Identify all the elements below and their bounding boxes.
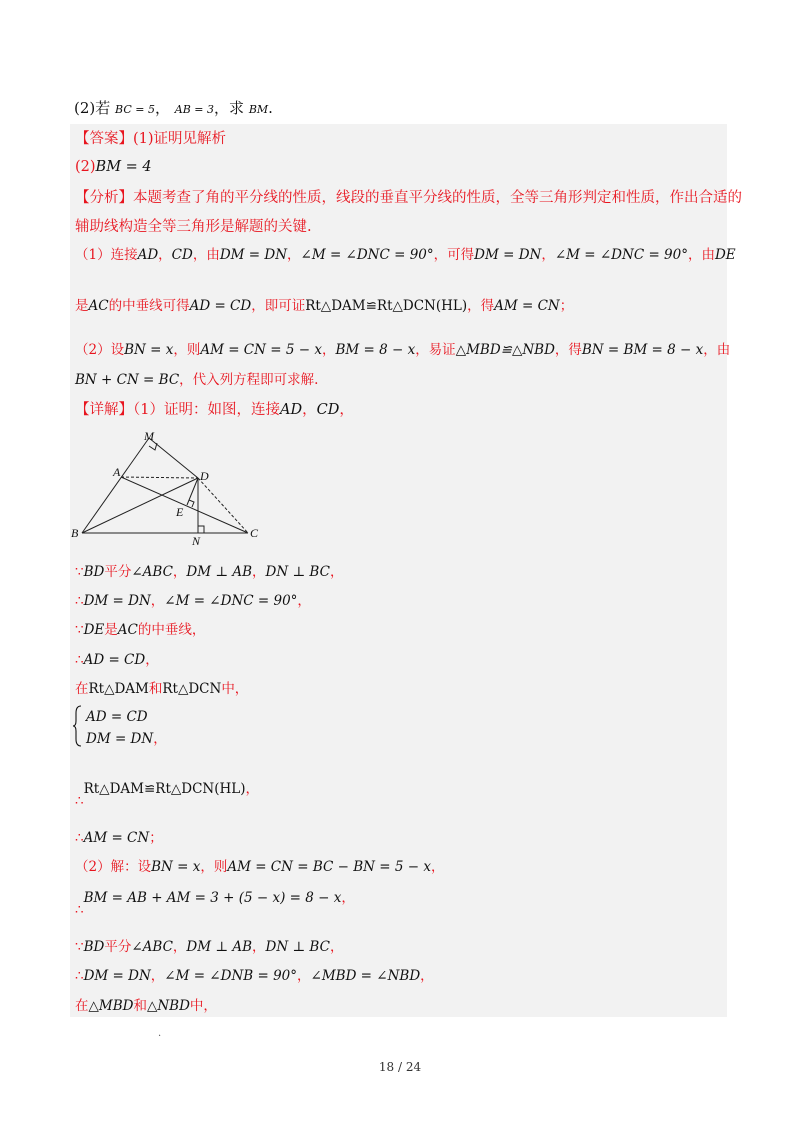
math: DM = DN — [86, 731, 154, 747]
label-A: A — [113, 465, 121, 479]
text: ， — [252, 564, 266, 580]
text: 和 — [148, 681, 163, 697]
detail-line-1 — [75, 400, 354, 420]
math: Rt△DCN — [162, 681, 222, 697]
math: CD — [171, 247, 193, 263]
math: DN ⊥ BC — [265, 939, 330, 955]
math: AD = CD — [189, 298, 252, 314]
math: DM ⊥ AB — [186, 939, 253, 955]
analysis-line-3 — [75, 245, 736, 265]
detail-step-4 — [75, 650, 159, 670]
text: （1）连接 — [75, 247, 138, 263]
text: ，由 — [687, 247, 715, 263]
math: DM = DN — [83, 593, 151, 609]
text: ； — [559, 298, 574, 314]
math: AC — [88, 298, 109, 314]
math: ∠M = ∠DNC = 90° — [300, 247, 434, 263]
therefore-symbol: ∴ — [75, 968, 84, 984]
math: AM = CN — [494, 298, 560, 314]
right-angle-N — [198, 526, 204, 533]
text: 是 — [75, 298, 89, 314]
math: DE — [83, 622, 105, 638]
question-cond1: BC = 5 — [115, 103, 155, 116]
text: 平分 — [104, 564, 132, 580]
detail-step-3 — [75, 620, 205, 640]
segment-BM — [82, 438, 149, 533]
text: 中， — [221, 681, 249, 697]
label-N: N — [192, 534, 201, 545]
text: 和 — [133, 998, 147, 1014]
math: BD — [83, 939, 105, 955]
because-symbol: ∵ — [75, 564, 84, 580]
math: △MBD — [88, 998, 134, 1014]
question-cond2: AB = 3 — [174, 103, 215, 116]
math: AD — [279, 402, 303, 418]
label-M: M — [144, 430, 154, 443]
text: 在 — [75, 681, 89, 697]
right-angle-E — [189, 500, 194, 507]
detail-step-8 — [75, 857, 444, 877]
segment-AD — [121, 477, 198, 478]
detail-step-1 — [75, 562, 343, 582]
question-sep1: ， — [154, 99, 170, 117]
text: ，得 — [554, 342, 582, 358]
math: BN = x — [124, 342, 174, 358]
math: AD = CD — [86, 709, 148, 725]
question-end: . — [268, 99, 273, 117]
question-sep2: ，求 — [214, 99, 245, 117]
text: ，易证 — [415, 342, 456, 358]
text: ，可得 — [433, 247, 475, 263]
question-target: BM — [248, 103, 269, 116]
math: ∠ABC — [131, 939, 173, 955]
because-symbol: ∵ — [75, 939, 84, 955]
text: 中， — [189, 998, 217, 1014]
math: BN = BM = 8 − x — [581, 342, 704, 358]
page-number: 18 / 24 — [378, 1060, 422, 1074]
therefore-symbol: ∴ — [75, 793, 84, 809]
text: ， — [287, 247, 301, 263]
text: ， — [302, 402, 317, 418]
text: ， — [339, 402, 354, 418]
detail-step-6 — [75, 779, 259, 809]
detail-step-10 — [75, 937, 343, 957]
system-eq-1 — [86, 707, 148, 727]
text: ， — [297, 968, 311, 984]
detail-step-7 — [75, 828, 163, 848]
math: AM = CN = 5 − x — [200, 342, 322, 358]
math: ∠M = ∠DNB = 90° — [164, 968, 298, 984]
analysis-line-1 — [75, 188, 742, 208]
math: AD = CD — [83, 652, 146, 668]
math: DM ⊥ AB — [186, 564, 253, 580]
answer-part2-value: BM = 4 — [95, 159, 152, 175]
math: BN = x — [151, 859, 201, 875]
text: ， — [297, 593, 311, 609]
text: ， — [145, 652, 159, 668]
text: 在 — [75, 998, 89, 1014]
text: （1）证明：如图，连接 — [133, 402, 280, 418]
because-symbol: ∵ — [75, 622, 84, 638]
analysis-line-5 — [75, 340, 730, 360]
label-B: B — [71, 526, 79, 540]
label-D: D — [200, 469, 209, 483]
answer-line-1 — [75, 129, 226, 149]
text: ，代入列方程即可求解. — [179, 372, 319, 388]
math: ∠M = ∠DNC = 90° — [164, 593, 298, 609]
text: ， — [541, 247, 555, 263]
math: BN + CN = BC — [75, 372, 180, 388]
math: BD — [83, 564, 105, 580]
text: ， — [150, 968, 165, 984]
math: BM = AB + AM = 3 + (5 − x) = 8 − x — [83, 890, 342, 906]
analysis-text-1: 本题考查了角的平分线的性质，线段的垂直平分线的性质，全等三角形判定和性质，作出合适的 — [133, 190, 742, 206]
text: ，由 — [192, 247, 220, 263]
question-part: (2) — [74, 99, 96, 117]
text: ， — [245, 781, 259, 797]
analysis-tag: 【分析】 — [75, 190, 133, 206]
text: （2）设 — [75, 342, 125, 358]
text: ， — [172, 564, 187, 580]
math: DM = DN — [83, 968, 151, 984]
analysis-line-4 — [75, 296, 573, 316]
math: DE — [714, 247, 736, 263]
text: ， — [150, 593, 165, 609]
system-brace — [73, 705, 83, 747]
geometry-figure — [70, 430, 270, 545]
detail-step-9 — [75, 888, 355, 918]
math: AD — [137, 247, 159, 263]
math: AM = CN = BC − BN = 5 − x — [227, 859, 431, 875]
text: 平分 — [104, 939, 132, 955]
analysis-line-6 — [75, 370, 318, 390]
text: ， — [341, 890, 355, 906]
text: ， — [158, 247, 172, 263]
text: 的中垂线， — [137, 622, 206, 638]
math: Rt△DAM≌Rt△DCN(HL) — [305, 298, 468, 314]
text: ， — [329, 564, 344, 580]
question-prefix: 若 — [95, 99, 111, 117]
math: DN ⊥ BC — [265, 564, 330, 580]
math: △NBD — [146, 998, 190, 1014]
detail-step-11 — [75, 966, 434, 986]
text: ，由 — [703, 342, 731, 358]
text: ，则 — [200, 859, 228, 875]
math: △MBD≌△NBD — [455, 342, 555, 358]
label-C: C — [250, 526, 259, 540]
answer-part2-label: (2) — [75, 159, 96, 175]
math: Rt△DAM — [88, 681, 149, 697]
stray-dot: . — [158, 1028, 162, 1039]
math: Rt△DAM≌Rt△DCN(HL) — [83, 781, 246, 797]
text: ， — [153, 731, 167, 747]
analysis-line-2 — [75, 217, 312, 237]
detail-step-12 — [75, 996, 217, 1016]
math: ∠ABC — [131, 564, 173, 580]
detail-step-5 — [75, 679, 248, 699]
math: CD — [316, 402, 340, 418]
text: ，则 — [173, 342, 201, 358]
therefore-symbol: ∴ — [75, 830, 84, 846]
therefore-symbol: ∴ — [75, 593, 84, 609]
text: ， — [321, 342, 336, 358]
math: BM = 8 − x — [335, 342, 416, 358]
math: AC — [117, 622, 138, 638]
text: ， — [172, 939, 187, 955]
text: 的中垂线可得 — [108, 298, 190, 314]
question-line — [74, 97, 273, 118]
text: ； — [149, 830, 163, 846]
math: AM = CN — [83, 830, 150, 846]
text: ，即可证 — [251, 298, 306, 314]
answer-tag: 【答案】 — [75, 131, 133, 147]
text: ， — [252, 939, 266, 955]
math: ∠MBD = ∠NBD — [310, 968, 421, 984]
math: DM = DN — [474, 247, 542, 263]
text: ，得 — [467, 298, 495, 314]
answer-line-2 — [75, 157, 152, 177]
answer-part1: (1)证明见解析 — [133, 131, 227, 147]
math: DM = DN — [219, 247, 288, 263]
text: ， — [420, 968, 434, 984]
math: ∠M = ∠DNC = 90° — [554, 247, 688, 263]
detail-tag: 【详解】 — [75, 402, 133, 418]
text: 是 — [104, 622, 118, 638]
analysis-text-2: 辅助线构造全等三角形是解题的关键. — [75, 219, 312, 235]
system-eq-2 — [86, 729, 167, 749]
therefore-symbol: ∴ — [75, 902, 84, 918]
text: （2）解：设 — [75, 859, 152, 875]
detail-step-2 — [75, 591, 311, 611]
therefore-symbol: ∴ — [75, 652, 84, 668]
label-E: E — [176, 505, 184, 519]
segment-DC — [198, 478, 248, 533]
text: ， — [329, 939, 344, 955]
text: ， — [430, 859, 445, 875]
